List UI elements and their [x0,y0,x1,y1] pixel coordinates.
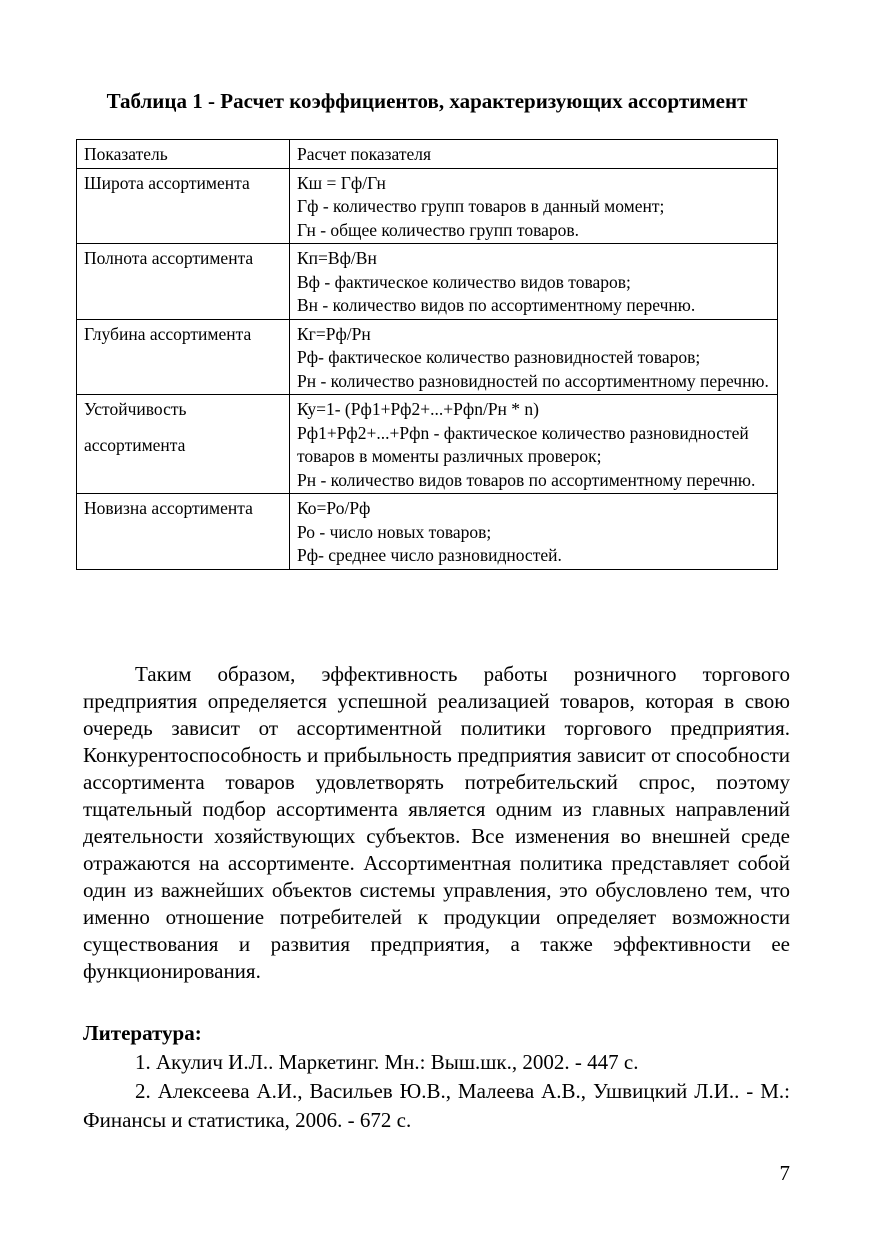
formula-definition: Гф - количество групп товаров в данный момент; [297,196,665,216]
formula-definition: Ро - число новых товаров; [297,521,492,542]
literature-item: 2. Алексеева А.И., Васильев Ю.В., Малеева А.В., Ушвицкий Л.И.. - М.: Финансы и статистика, 2006. - 672 с. [83,1079,790,1132]
row-indicator: Полнота ассортимента [77,244,290,320]
row-calculation [290,395,778,494]
formula: Кш = Гф/Гн [297,172,386,193]
formula-definition: Рф- фактическое количество разновидностей товаров; [297,347,701,367]
literature-list [83,1048,790,1135]
row-indicator [77,395,290,494]
row-calculation [290,494,778,570]
formula-definition: Вф - фактическое количество видов товаров; [297,271,631,292]
formula-definition: Вн - количество видов по ассортиментному перечню. [297,295,696,315]
table-row [77,244,778,320]
body-paragraph: Таким образом, эффективность работы розничного торгового предприятия определяется успешной реализацией товаров, которая в свою очередь зависит от ассортиментной политики торгового предприятия. Конкурентоспособность и прибыльность предприятия зависит от способности ассортимента товаров удовлетворять потребительский спрос, поэтому тщательный подбор ассортимента является одним из главных направлений деятельности хозяйствующих субъектов. Все изменения во внешней среде отражаются на ассортименте. Ассортиментная политика представляет собой один из важнейших объектов системы управления, это обусловлено тем, что именно отношение потребителей к продукции определяет возможности существования и развития предприятия, а также эффективности ее функционирования. [83,662,790,983]
table-row [77,494,778,570]
formula: Ко=Ро/Рф [297,498,371,518]
row-indicator: Глубина ассортимента [77,319,290,395]
row-indicator: Новизна ассортимента [77,494,290,570]
row-calculation [290,319,778,395]
formula-definition: Рф1+Рф2+...+Рфn - фактическое количество разновидностей товаров в моменты различных проверок; [297,422,749,466]
literature-item: 1. Акулич И.Л.. Маркетинг. Мн.: Выш.шк., 2002. - 447 с. [135,1050,639,1074]
formula: Ку=1- (Рф1+Рф2+...+Рфn/Рн * n) [297,399,539,419]
header-indicator: Показатель [77,140,290,169]
row-calculation [290,244,778,320]
row-indicator: Широта ассортимента [77,168,290,244]
page-number: 7 [779,1161,790,1185]
formula-definition: Гн - общее количество групп товаров. [297,219,580,240]
formula-definition: Рф- среднее число разновидностей. [297,545,562,565]
literature-heading: Литература: [83,1021,202,1045]
formula-definition: Рн - количество видов товаров по ассортиментному перечню. [297,469,756,490]
row-calculation [290,168,778,244]
header-calculation: Расчет показателя [290,140,778,169]
table-header-row [77,140,778,169]
formula: Кп=Вф/Вн [297,248,377,268]
formula-definition: Рн - количество разновидностей по ассортиментному перечню. [297,370,769,391]
row-indicator-line: Устойчивость [84,399,187,419]
formula: Кг=Рф/Рн [297,323,371,344]
coefficients-table [76,139,778,570]
table-row [77,395,778,494]
table-caption: Таблица 1 - Расчет коэффициентов, характеризующих ассортимент [106,89,748,113]
row-indicator-line: ассортимента [84,434,186,455]
table-row [77,319,778,395]
table-row [77,168,778,244]
